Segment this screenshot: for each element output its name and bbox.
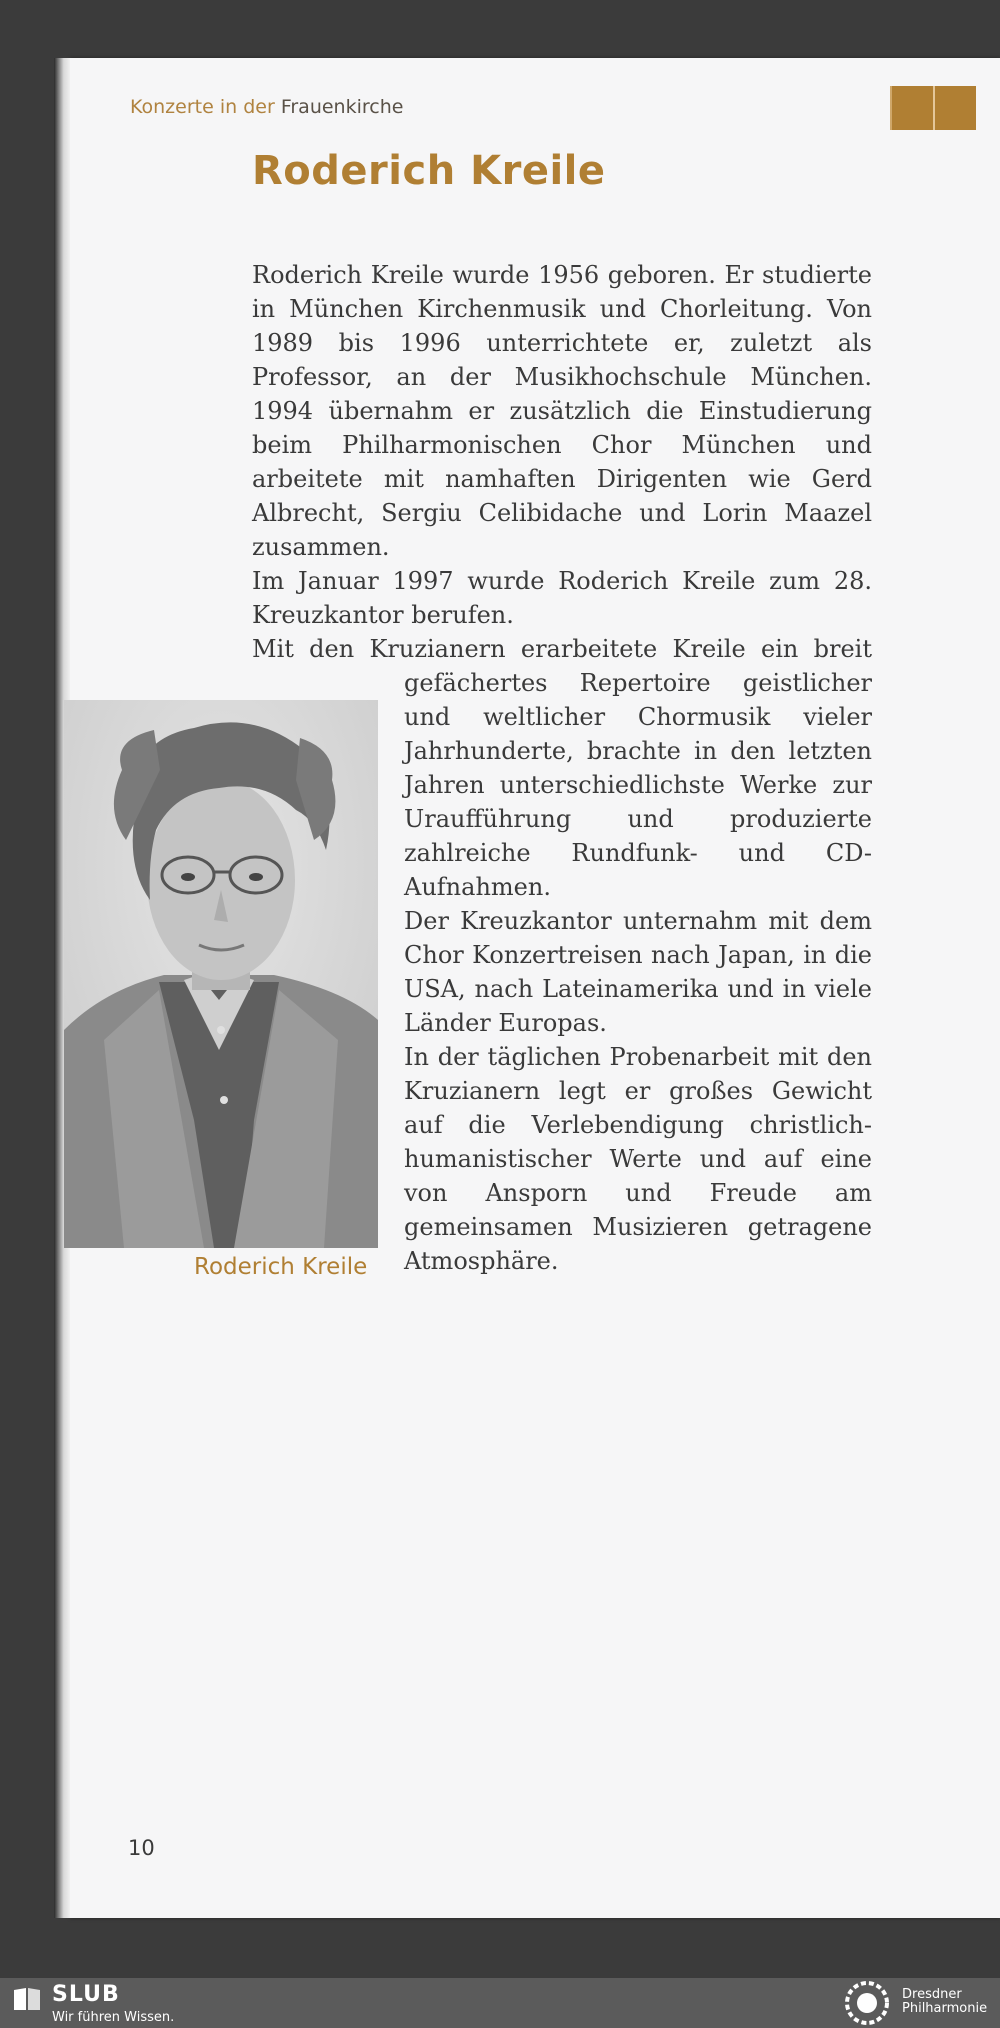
slub-tagline: Wir führen Wissen. (52, 2010, 175, 2025)
bio-paragraph-2: Im Januar 1997 wurde Roderich Kreile zum 28. Kreuzkantor berufen. (252, 567, 872, 629)
header-series: Konzerte in der (130, 96, 275, 118)
corner-color-block (890, 86, 976, 130)
page-number: 10 (128, 1836, 155, 1860)
biography-layout (252, 258, 872, 1278)
archive-footer-bar (0, 1978, 1000, 2028)
dresdner-philharmonie-name: Dresdner Philharmonie (902, 1987, 988, 2016)
running-header (130, 96, 403, 118)
bio-paragraph-1: Roderich Kreile wurde 1956 geboren. Er studierte in München Kirchenmusik und Chorleitung. Von 1989 bis 1996 unterrichtete er, zuletzt als Professor, an der Musikhochschule München. 1994 übernahm er zusätzlich die Einstudierung beim Philharmonischen Chor München und arbeitete mit namhaften Dirigenten wie Gerd Albrecht, Sergiu Celibidache und Lorin Maazel zusammen. (252, 261, 872, 561)
bio-paragraph-4: Der Kreuzkantor unternahm mit dem Chor Konzertreisen nach Japan, in die USA, nach Lateinamerika und in viele Länder Europas. (404, 907, 872, 1037)
bio-paragraph-5: In der täglichen Probenarbeit mit den Kruzianern legt er großes Gewicht auf die Verlebendigung christlich-humanistischer Werte und auf eine von Ansporn und Freude am gemeinsamen Musizieren getragene Atmosphäre. (404, 1043, 872, 1275)
bio-paragraph-3: Mit den Kruzianern erarbeitete Kreile ein breit gefächertes Repertoire geistlicher und weltlicher Chormusik vieler Jahrhunderte, brachte in den letzten Jahren unterschiedlichste Werke zur Uraufführung und produzierte zahlreiche Rundfunk- und CD-Aufnahmen. (252, 635, 872, 901)
header-venue: Frauenkirche (280, 96, 404, 118)
photo-caption: Roderich Kreile (194, 1254, 368, 1280)
page-title: Roderich Kreile (252, 148, 606, 194)
slub-logo-icon (12, 1986, 42, 2012)
dresdner-philharmonie-logo-icon (840, 1980, 894, 2026)
slub-name: SLUB (52, 1982, 120, 2007)
